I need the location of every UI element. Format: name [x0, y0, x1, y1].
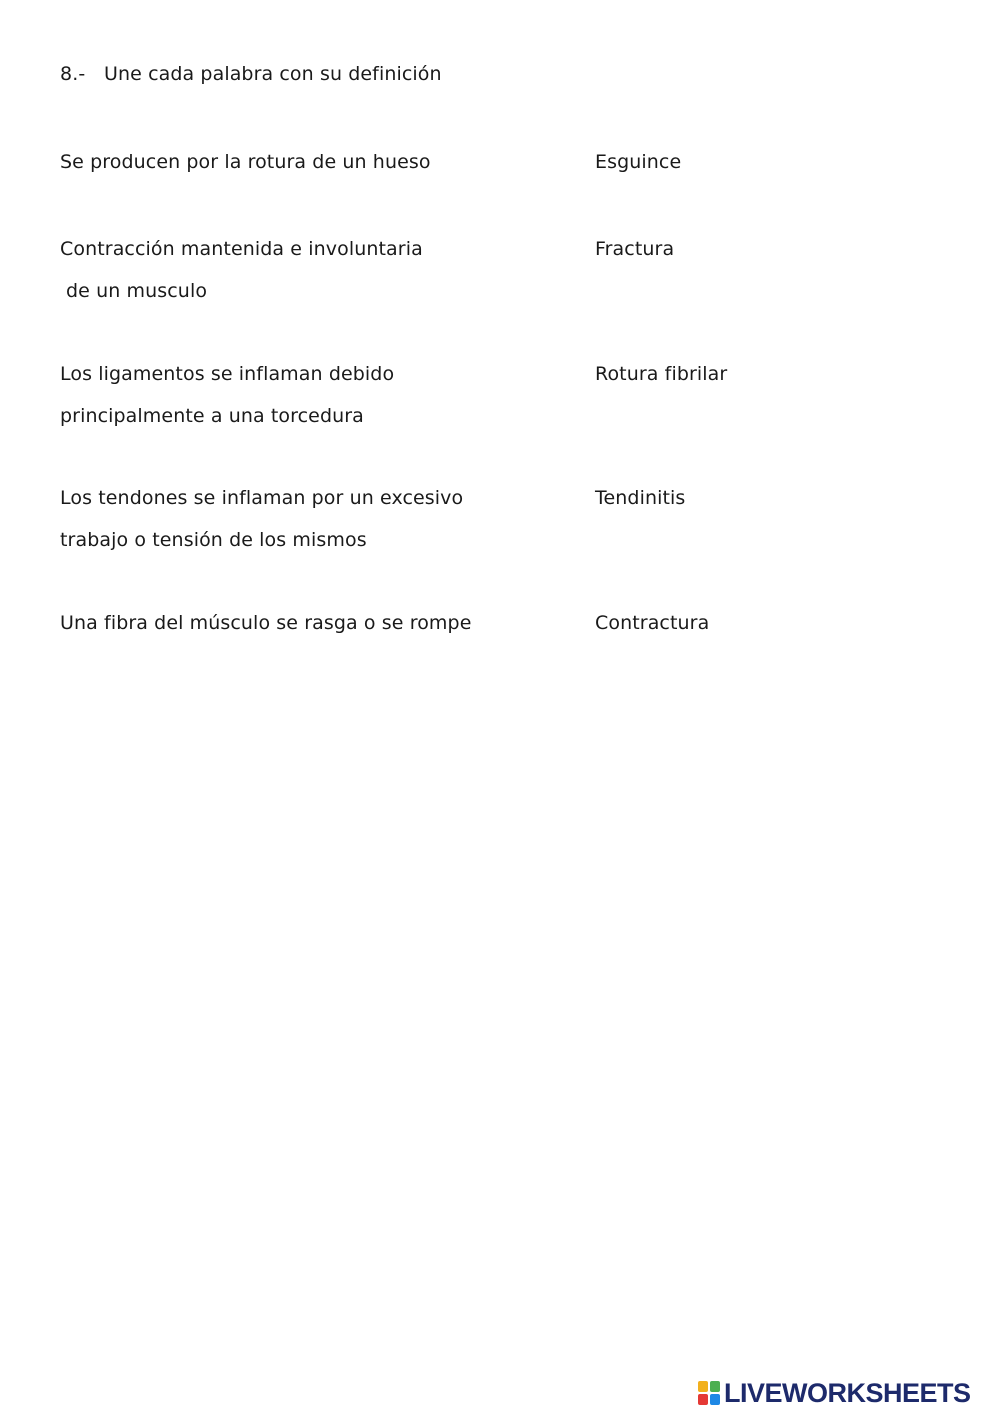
- exercise-instruction: Une cada palabra con su definición: [104, 63, 442, 85]
- term-fractura: Fractura: [595, 238, 675, 260]
- liveworksheets-mark-icon: [697, 1380, 721, 1406]
- term-tendinitis: Tendinitis: [595, 487, 686, 509]
- definition-2-line-2: de un musculo: [66, 280, 208, 302]
- definition-4-line-1: Los tendones se inflaman por un excesivo: [60, 487, 464, 509]
- term-contractura: Contractura: [595, 612, 710, 634]
- definition-1-line-1: Se producen por la rotura de un hueso: [60, 151, 431, 173]
- definition-2-line-1: Contracción mantenida e involuntaria: [60, 238, 423, 260]
- term-rotura-fibrilar: Rotura fibrilar: [595, 363, 728, 385]
- exercise-number: 8.-: [60, 63, 86, 85]
- definition-4-line-2: trabajo o tensión de los mismos: [60, 529, 367, 551]
- definition-5-line-1: Una fibra del músculo se rasga o se rompe: [60, 612, 472, 634]
- definition-3-line-1: Los ligamentos se inflaman debido: [60, 363, 395, 385]
- logo-text: LIVEWORKSHEETS: [724, 1378, 971, 1408]
- definition-3-line-2: principalmente a una torcedura: [60, 405, 364, 427]
- liveworksheets-logo: [697, 1378, 971, 1408]
- term-esguince: Esguince: [595, 151, 682, 173]
